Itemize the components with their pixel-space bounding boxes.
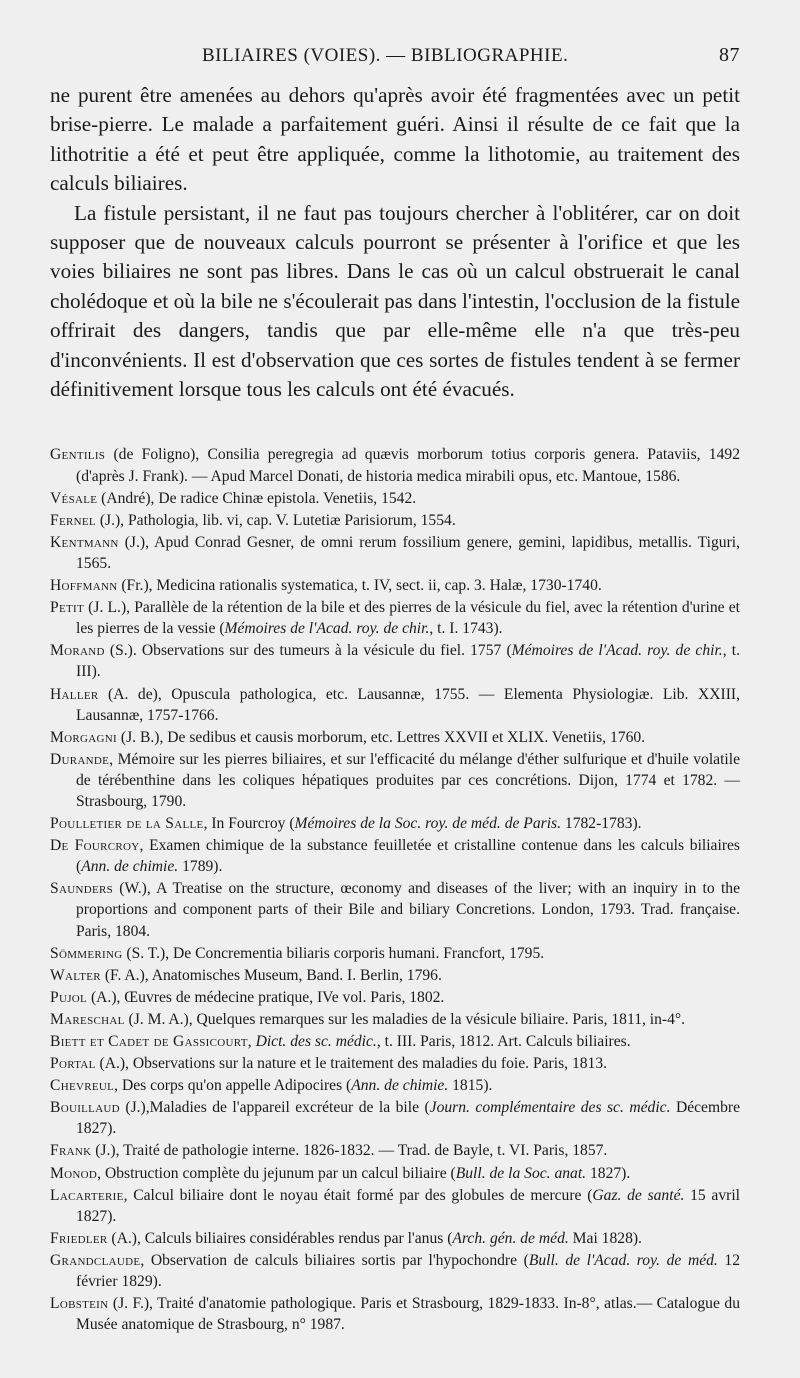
reference-author: Frank [50,1142,92,1160]
bibliography-entry [50,1163,740,1184]
bibliography-entry [50,1250,740,1292]
reference-text-end: Décembre 1827). [76,1099,741,1138]
reference-text: (J. F.), Traité d'anatomie pathologique. Paris et Strasbourg, 1829-1833. In-8°, atlas.— Catalogue du Musée anatomique de Strasbourg, n° 1987. [76,1295,740,1334]
reference-journal: Mémoires de l'Acad. roy. de chir. [511,642,723,660]
reference-journal: Dict. des sc. médic. [255,1033,377,1050]
reference-author: Monod [50,1164,98,1182]
bibliography-entry [50,727,740,748]
reference-text-end: 1789). [178,858,223,876]
reference-text-end: Mai 1828). [568,1229,642,1247]
reference-text: , In Fourcroy ( [203,815,295,833]
reference-author: Morgagni [50,728,117,746]
reference-text: (A. de), Opuscula pathologica, etc. Lausannæ, 1755. — Elementa Physiologiæ. Lib. XXIII, Lausannæ, 1757-1766. [76,685,740,724]
reference-journal: Bull. de la Soc. anat. [455,1164,587,1182]
bibliography-entry [50,965,740,986]
reference-author: Fernel [50,511,96,529]
bibliography-entry [50,1228,740,1249]
reference-journal: Ann. de chimie. [351,1077,449,1095]
reference-text: , Examen chimique de la substance feuilletée et cristalline contenue dans les calculs biliaires ( [76,837,740,876]
reference-text-end: , t. I. 1743). [429,620,503,638]
reference-text: (J.), Traité de pathologie interne. 1826-1832. — Trad. de Bayle, t. VI. Paris, 1857. [91,1142,608,1160]
reference-author: Portal [50,1055,96,1073]
reference-text: (J.),Maladies de l'appareil excréteur de la bile ( [119,1099,430,1117]
reference-journal: Mémoires de la Soc. roy. de méd. de Paris. [294,815,561,833]
reference-journal: Ann. de chimie. [81,858,179,876]
paragraph: ne purent être amenées au dehors qu'après avoir été fragmentées avec un petit brise-pierre. Le malade a parfaitement guéri. Ainsi il résulte de ce fait que la lithotritie a été et peut être appliquée, comme la lithotomie, au traitement des calculs biliaires. [50,83,740,196]
reference-author: Lacarterie [50,1186,124,1204]
reference-author: Morand [50,642,105,660]
reference-journal: Journ. complémentaire des sc. médic. [429,1099,671,1117]
reference-text: (J.), Apud Conrad Gesner, de omni rerum fossilium genere, gemini, lapidibus, metallis. Tiguri, 1565. [76,533,740,572]
bibliography-entry [50,1075,740,1096]
reference-text: (A.), Œuvres de médecine pratique, IVe vol. Paris, 1802. [87,988,445,1006]
reference-author: Sömmering [50,944,123,962]
bibliography-entry [50,1293,740,1335]
reference-text: , Calcul biliaire dont le noyau était formé par des globules de mercure ( [123,1186,593,1204]
reference-text-end: 1815). [448,1077,493,1095]
reference-text-end: , t. III. Paris, 1812. Art. Calculs biliaires. [376,1033,631,1050]
reference-journal: Mémoires de l'Acad. roy. de chir. [224,620,430,638]
bibliography-entry [50,510,740,531]
reference-text: , Observation de calculs biliaires sortis par l'hypochondre ( [140,1251,529,1269]
reference-author: Grandclaude [50,1251,141,1269]
reference-author: Poulletier de la Salle [50,815,204,833]
reference-author: Friedler [50,1229,108,1247]
reference-author: Pujol [50,988,88,1006]
running-header [50,44,740,67]
reference-text: , Des corps qu'on appelle Adipocires ( [114,1077,352,1095]
reference-text-end: 12 février 1829). [76,1251,741,1291]
reference-text: , Obstruction complète du jejunum par un calcul biliaire ( [97,1164,456,1182]
reference-text: (W.), A Treatise on the structure, œconomy and diseases of the liver; with an inquiry in to the proportions and component parts of their Bile and biliary Concretions. London, 1793. Trad. française. Paris, 1804. [76,880,740,940]
bibliography-entry [50,640,740,682]
reference-text-end: 1827). [586,1164,631,1182]
reference-author: Saunders [50,880,114,898]
bibliography-entry [50,1140,740,1161]
reference-text-end: , t. III). [76,642,740,681]
reference-text-end: 15 avril 1827). [76,1186,740,1225]
bibliography-entry [50,1097,740,1139]
reference-text: (J. B.), De sedibus et causis morborum, etc. Lettres XXVII et XLIX. Venetiis, 1760. [117,728,646,746]
reference-text: (J. L.), Parallèle de la rétention de la bile et des pierres de la vésicule du fiel, avec la rétention d'urine et les pierres de la vessie ( [76,599,740,638]
reference-text: (F. A.), Anatomisches Museum, Band. I. Berlin, 1796. [100,966,442,984]
reference-text: (André), De radice Chinæ epistola. Venetiis, 1542. [97,489,417,507]
reference-text: (J.), Pathologia, lib. vi, cap. V. Lutetiæ Parisiorum, 1554. [95,511,456,529]
reference-journal: Bull. de l'Acad. roy. de méd. [528,1251,718,1269]
bibliography-entry [50,575,740,596]
reference-author: Petit [50,599,84,617]
reference-author: Gentilis [50,446,106,464]
reference-journal: Gaz. de santé. [592,1186,685,1204]
page-number: 87 [719,44,740,66]
reference-author: Lobstein [50,1295,109,1313]
bibliography-entry [50,878,740,941]
reference-text: (S.). Observations sur des tumeurs à la vésicule du fiel. 1757 ( [104,642,512,660]
reference-text-end: 1782-1783). [561,815,642,833]
bibliography-entry [50,987,740,1008]
reference-text: (J. M. A.), Quelques remarques sur les maladies de la vésicule biliaire. Paris, 1811, in-4°. [124,1010,686,1028]
header-title: BILIAIRES (VOIES). — BIBLIOGRAPHIE. [202,45,569,66]
body-text [50,81,740,404]
bibliography-entry [50,835,740,877]
bibliography-entry [50,444,740,486]
reference-text: (S. T.), De Concrementia biliaris corporis humani. Francfort, 1795. [122,944,545,962]
bibliography-entry [50,597,740,639]
bibliography-entry [50,943,740,964]
reference-author: Walter [50,966,101,984]
reference-author: De Fourcroy [50,837,140,855]
bibliography-list [50,444,740,1335]
reference-author: Vésale [50,489,98,507]
bibliography-entry [50,1185,740,1227]
reference-author: Hoffmann [50,577,118,595]
reference-author: Mareschal [50,1010,125,1028]
reference-text: (Fr.), Medicina rationalis systematica, t. IV, sect. ii, cap. 3. Halæ, 1730-1740. [117,577,602,595]
bibliography-entry [50,749,740,812]
reference-author: Haller [50,685,99,703]
bibliography-entry [50,813,740,834]
bibliography-entry [50,1009,740,1030]
reference-journal: Arch. gén. de méd. [452,1229,569,1247]
paragraph: La fistule persistant, il ne faut pas toujours chercher à l'oblitérer, car on doit supposer que de nouveaux calculs pourront se présenter à l'orifice et que les voies biliaires ne sont pas libres. Dans le cas où un calcul obstruerait le canal cholédoque et où la bile ne s'écoulerait pas dans l'intestin, l'occlusion de la fistule offrirait des dangers, tandis que par elle-même elle n'a que très-peu d'inconvénients. Il est d'observation que ces sortes de fistules tendent à se fermer définitivement lorsque tous les calculs ont été évacués. [50,200,740,402]
bibliography-entry [50,1053,740,1074]
reference-author: Durande [50,750,110,768]
bibliography-entry [50,684,740,726]
bibliography-entry [50,532,740,574]
reference-text: , Mémoire sur les pierres biliaires, et sur l'efficacité du mélange d'éther sulfurique et d'huile volatile de térébenthine dans les coliques hépatiques produites par ces concrétions. Dijon, 1774 et 1782. — Strasbourg, 1790. [76,750,740,810]
reference-author: Biett et Cadet de Gassicourt [50,1033,248,1050]
reference-author: Kentmann [50,533,119,551]
bibliography-entry [50,488,740,509]
reference-text: (A.), Calculs biliaires considérables rendus par l'anus ( [107,1229,453,1247]
reference-author: Bouillaud [50,1099,120,1117]
reference-author: Chevreul [50,1077,115,1095]
reference-text: (A.), Observations sur la nature et le traitement des maladies du foie. Paris, 1813. [95,1055,608,1073]
bibliography-entry [50,1031,740,1052]
reference-text: (de Foligno), Consilia peregregia ad quævis morborum totius corporis genera. Pataviis, 1492 (d'après J. Frank). — Apud Marcel Donati, de historia medica mirabili opus, etc. Mantoue, 1586. [76,446,740,485]
reference-text: , [247,1033,256,1050]
